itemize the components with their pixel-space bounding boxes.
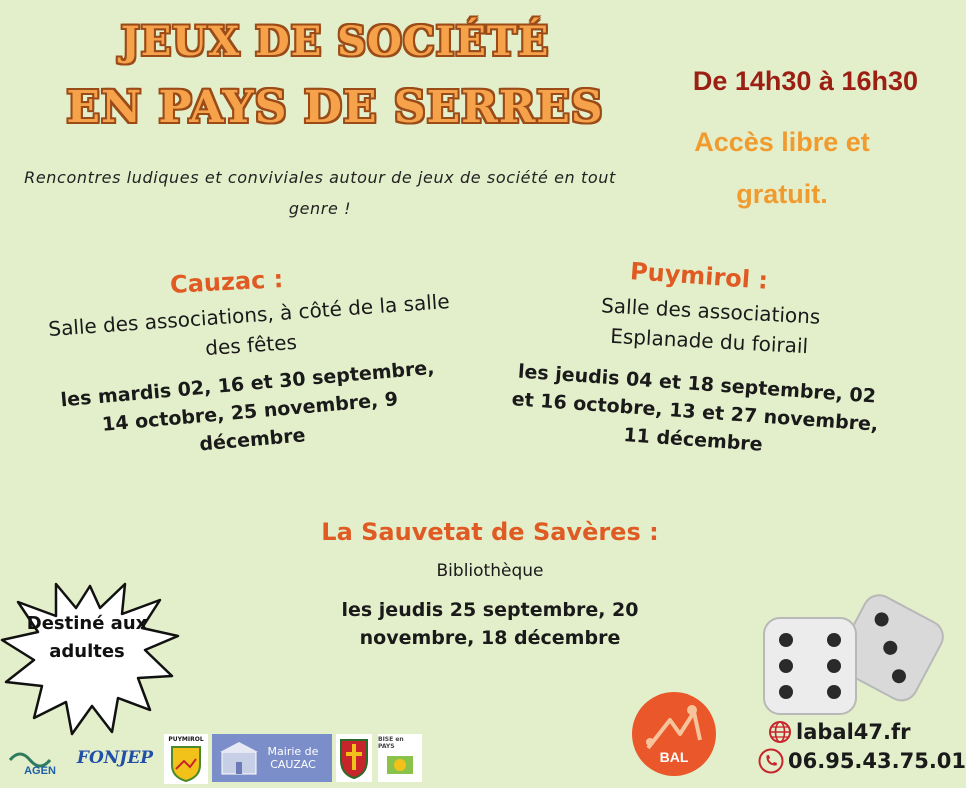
venue-dates-sauvetat: les jeudis 25 septembre, 20 novembre, 18 décembre: [341, 599, 639, 649]
venue-dates-puymirol: les jeudis 04 et 18 septembre, 02 et 16 octobre, 13 et 27 novembre, 11 décembre: [511, 360, 879, 456]
town-hall-icon: [218, 738, 260, 778]
title-line-1: JEUX DE SOCIÉTÉ: [120, 18, 550, 65]
title-line-2: EN PAYS DE SERRES: [66, 82, 604, 133]
fonjep-logo-text: FONJEP: [76, 748, 154, 768]
puymirol-logo-text: PUYMIROL: [168, 736, 204, 743]
agen-logo: [6, 734, 70, 782]
phone-text: 06.95.43.75.01: [788, 749, 966, 773]
mairie-logo-text: Mairie de CAUZAC: [267, 745, 319, 771]
website-text: labal47.fr: [796, 720, 911, 744]
venue-dates-cauzac: les mardis 02, 16 et 30 septembre, 14 octobre, 25 novembre, 9 décembre: [59, 356, 436, 456]
adults-badge-text: Destiné aux adultes: [26, 613, 148, 662]
phone-link[interactable]: [758, 748, 966, 774]
venue-name-cauzac: Cauzac :: [169, 265, 284, 299]
bise-logo: [378, 734, 422, 782]
agen-logo-text: AGEN: [24, 765, 56, 777]
access-text: Accès libre et gratuit.: [694, 127, 870, 209]
globe-icon: [768, 720, 792, 744]
bal-logo-text: BAL: [659, 749, 689, 765]
venue-name-puymirol: Puymirol :: [629, 257, 769, 295]
sauvetat-coat-of-arms: [336, 734, 372, 782]
phone-icon: [758, 748, 784, 774]
venue-name-sauvetat: La Sauvetat de Savères :: [321, 518, 659, 546]
bise-logo-text: BISE en PAYS: [378, 736, 404, 750]
venue-place-puymirol: Salle des associations Esplanade du foirail: [600, 293, 821, 359]
website-link[interactable]: [768, 720, 910, 744]
dice-icon: [758, 590, 938, 720]
puymirol-logo: [164, 734, 208, 784]
bal-logo: [630, 690, 718, 778]
mairie-cauzac-logo: [212, 734, 332, 782]
tagline: Rencontres ludiques et conviviales autour de jeux de société en tout genre !: [24, 168, 616, 218]
venue-place-sauvetat: Bibliothèque: [436, 561, 544, 581]
fonjep-logo: [74, 734, 156, 782]
hours-text: De 14h30 à 16h30: [692, 66, 918, 96]
venue-place-cauzac: Salle des associations, à côté de la salle des fêtes: [47, 289, 451, 361]
